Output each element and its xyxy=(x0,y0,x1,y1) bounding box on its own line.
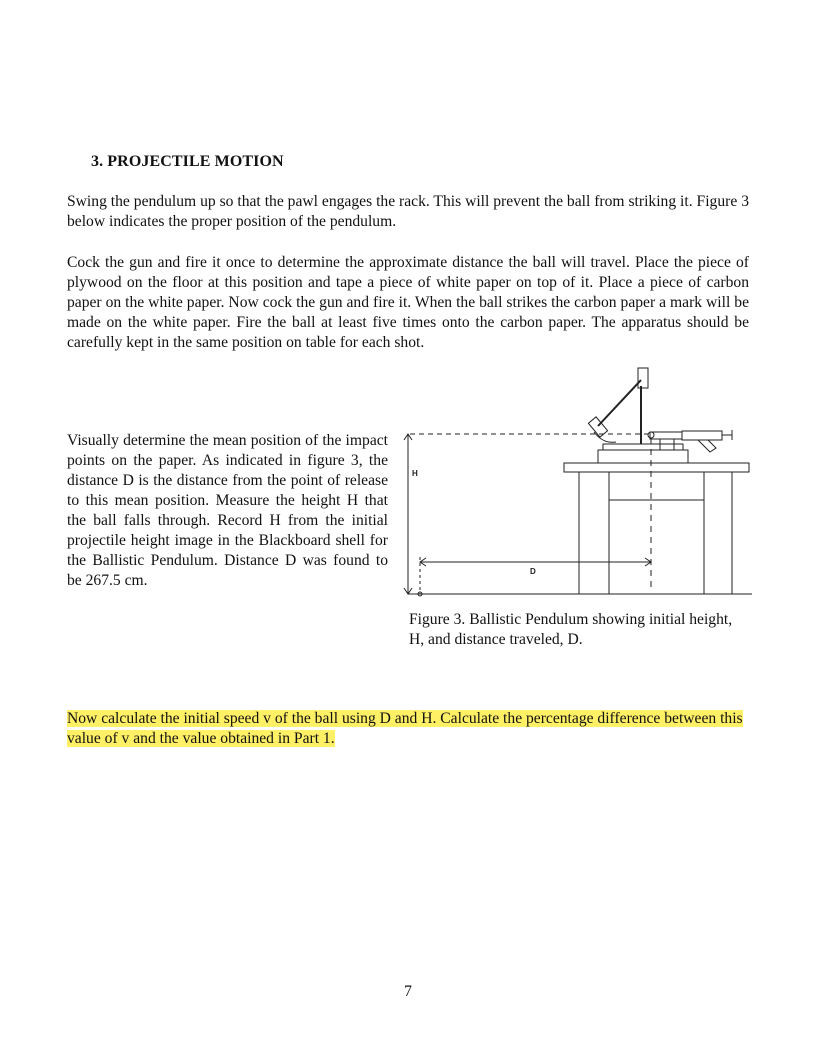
ball xyxy=(648,432,654,438)
pendulum-arm xyxy=(598,380,641,426)
apparatus-base xyxy=(598,450,688,463)
table-leg-right xyxy=(704,472,732,594)
height-label: H xyxy=(412,469,418,478)
ballistic-pendulum-figure xyxy=(398,362,754,602)
launcher-barrel xyxy=(650,432,682,439)
apparatus-base-plate xyxy=(603,444,683,450)
paragraph-measure-distance: Visually determine the mean position of the impact points on the paper. As indicated in figure 3, the distance D is the distance from the point of release to this mean position. Measure the height H that the ball falls through. Record H from the initial projectile height image in the Blackboard shell for the Ballistic Pendulum. Distance D was found to be 267.5 cm. xyxy=(67,432,388,589)
launcher-grip xyxy=(698,440,716,452)
page-number: 7 xyxy=(404,983,412,1000)
table-top xyxy=(564,463,749,472)
launcher-body xyxy=(682,431,722,440)
paragraph-firing-procedure: Cock the gun and fire it once to determine the approximate distance the ball will travel. Place the piece of plywood on the floor at this position and tape a piece of white paper on top of it. Place a piece of carbon paper on the white paper. Now cock the gun and fire it. When the ball strikes the carbon paper a mark will be made on the white paper. Fire the ball at least five times onto the carbon paper. The apparatus should be carefully kept in the same position on table for each shot. xyxy=(67,254,749,351)
figure-caption: Figure 3. Ballistic Pendulum showing initial height, H, and distance traveled, D. xyxy=(409,611,733,648)
table-leg-left xyxy=(579,472,609,594)
highlighted-instruction xyxy=(67,709,751,749)
pendulum-pivot xyxy=(638,368,648,388)
distance-label: D xyxy=(530,567,536,576)
paragraph-pendulum-setup: Swing the pendulum up so that the pawl engages the rack. This will prevent the ball from striking it. Figure 3 below indicates the proper position of the pendulum. xyxy=(67,193,749,230)
section-heading: 3. PROJECTILE MOTION xyxy=(91,153,284,170)
highlighted-text: Now calculate the initial speed v of the ball using D and H. Calculate the percentage difference between this value of v and the value obtained in Part 1. xyxy=(67,710,743,747)
